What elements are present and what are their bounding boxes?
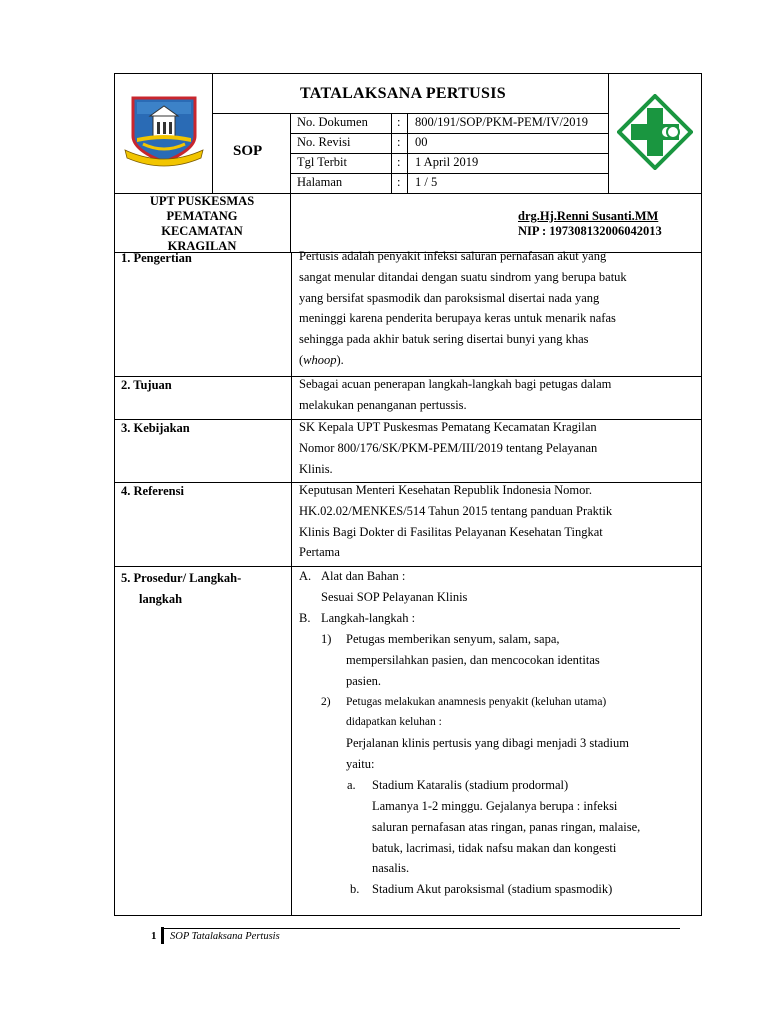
text-line: HK.02.02/MENKES/514 Tahun 2015 tentang panduan Praktik: [299, 503, 613, 518]
text-line: mempersilahkan pasien, dan mencocokan identitas: [346, 652, 600, 667]
section-body-tujuan: [299, 374, 693, 416]
sop-label: SOP: [233, 143, 263, 159]
title-row-border: [212, 113, 608, 114]
procedure-b-title: Langkah-langkah :: [321, 611, 416, 625]
footer-bar: [161, 927, 164, 944]
info-value-dokumen: 800/191/SOP/PKM-PEM/IV/2019: [415, 115, 588, 129]
puskesmas-logo-icon: [617, 94, 693, 170]
info-row-border-3: [290, 173, 608, 174]
section-body-referensi: [299, 480, 693, 563]
text-line: nasalis.: [372, 861, 410, 876]
footer-rule: [161, 928, 680, 929]
step-2-marker: 2): [321, 696, 331, 708]
sop-column-border: [290, 113, 291, 253]
page-number: 1: [151, 930, 157, 942]
org-line: UPT PUSKESMAS: [149, 194, 255, 208]
info-value-halaman: 1 / 5: [415, 175, 438, 189]
text-line: yang bersifat spasmodik dan paroksismal disertai nada yang: [299, 290, 600, 305]
org-line: KECAMATAN: [161, 224, 243, 238]
info-colon: :: [397, 155, 401, 169]
info-label-terbit: Tgl Terbit: [297, 155, 347, 169]
info-label-halaman: Halaman: [297, 175, 343, 189]
text-line: Sebagai acuan penerapan langkah-langkah bagi petugas dalam: [299, 377, 612, 391]
section-label-referensi: 4. Referensi: [121, 484, 184, 498]
step-1-marker: 1): [321, 632, 332, 646]
org-line: PEMATANG: [166, 209, 238, 223]
org-line: KRAGILAN: [167, 239, 237, 253]
text-line: Petugas memberikan senyum, salam, sapa,: [346, 632, 560, 646]
organization-name: [114, 194, 290, 254]
text-line: meninggi karena penderita berupaya keras untuk menarik nafas: [299, 311, 616, 326]
stage-b-marker: b.: [350, 882, 360, 896]
text-line: batuk, lacrimasi, tidak nafsu makan dan kongesti: [372, 840, 617, 855]
procedure-a-body: Sesuai SOP Pelayanan Klinis: [321, 590, 468, 604]
info-row-border-1: [290, 133, 608, 134]
label-line: 5. Prosedur/ Langkah-: [121, 571, 242, 585]
text-line: SK Kepala UPT Puskesmas Pematang Kecamatan Kragilan: [299, 420, 597, 434]
header-divider-left: [212, 73, 213, 193]
section-body-pengertian: [299, 246, 693, 371]
text-line: saluran pernafasan atas ringan, panas ringan, malaise,: [372, 819, 641, 834]
section-label-kebijakan: 3. Kebijakan: [121, 421, 190, 435]
step-1-text: [346, 629, 694, 691]
signatory-nip: NIP : 197308132006042013: [518, 224, 662, 238]
text-line: sehingga pada akhir batuk sering disertai bunyi yang khas: [299, 332, 589, 347]
footer-text: SOP Tatalaksana Pertusis: [170, 931, 280, 942]
step-2-text: [346, 692, 694, 732]
text-line: Klinis Bagi Dokter di Fasilitas Pelayanan Kesehatan Tingkat: [299, 524, 603, 539]
italic-term: whoop: [303, 352, 337, 367]
stage-a-marker: a.: [347, 778, 356, 792]
text-fragment: ).: [336, 352, 344, 367]
text-line: Perjalanan klinis pertusis yang dibagi menjadi 3 stadium: [346, 736, 629, 750]
info-label-revisi: No. Revisi: [297, 135, 351, 149]
section-body-kebijakan: [299, 417, 693, 479]
section-label-pengertian: 1. Pengertian: [121, 251, 192, 265]
step-2-intro: [346, 733, 694, 775]
signatory-name: drg.Hj.Renni Susanti.MM: [518, 209, 659, 223]
info-label-dokumen: No. Dokumen: [297, 115, 368, 129]
regional-crest-icon: [123, 92, 205, 170]
text-line: melakukan penanganan pertussis.: [299, 397, 467, 412]
text-line: [299, 350, 693, 371]
procedure-b-marker: B.: [299, 611, 311, 625]
text-line: Lamanya 1-2 minggu. Gejalanya berupa : infeksi: [372, 799, 618, 813]
text-line: pasien.: [346, 673, 382, 688]
text-line: Pertama: [299, 545, 340, 560]
info-value-terbit: 1 April 2019: [415, 155, 479, 169]
label-line: langkah: [139, 592, 183, 606]
text-line: Petugas melakukan anamnesis penyakit (keluhan utama): [346, 696, 607, 708]
signatory-block: [518, 209, 662, 239]
info-row-border-2: [290, 153, 608, 154]
text-line: Keputusan Menteri Kesehatan Republik Indonesia Nomor.: [299, 483, 592, 497]
text-fragment: (: [299, 352, 304, 367]
text-line: Nomor 800/176/SK/PKM-PEM/III/2019 tentang Pelayanan: [299, 440, 598, 455]
stage-b-title: Stadium Akut paroksismal (stadium spasmodik): [372, 882, 613, 896]
text-line: yaitu:: [346, 756, 375, 771]
section-label-prosedur: [121, 568, 241, 610]
stage-a-title: Stadium Kataralis (stadium prodormal): [372, 778, 569, 792]
row-border-referensi: [114, 566, 702, 567]
section-label-tujuan: 2. Tujuan: [121, 378, 172, 392]
info-colon: :: [397, 175, 401, 189]
info-colon: :: [397, 135, 401, 149]
stage-a-text: [372, 796, 694, 879]
info-value-revisi: 00: [415, 135, 428, 149]
header-divider-right: [608, 73, 609, 193]
info-colon: :: [397, 115, 401, 129]
procedure-a-title: Alat dan Bahan :: [321, 569, 406, 583]
text-line: Klinis.: [299, 461, 333, 476]
text-line: didapatkan keluhan :: [346, 716, 442, 728]
body-column-border: [291, 252, 292, 916]
text-line: Pertusis adalah penyakit infeksi saluran pernafasan akut yang: [299, 249, 607, 263]
text-line: sangat menular ditandai dengan suatu sindrom yang berupa batuk: [299, 269, 627, 284]
procedure-a-marker: A.: [299, 569, 312, 583]
document-title: TATALAKSANA PERTUSIS: [300, 85, 506, 102]
